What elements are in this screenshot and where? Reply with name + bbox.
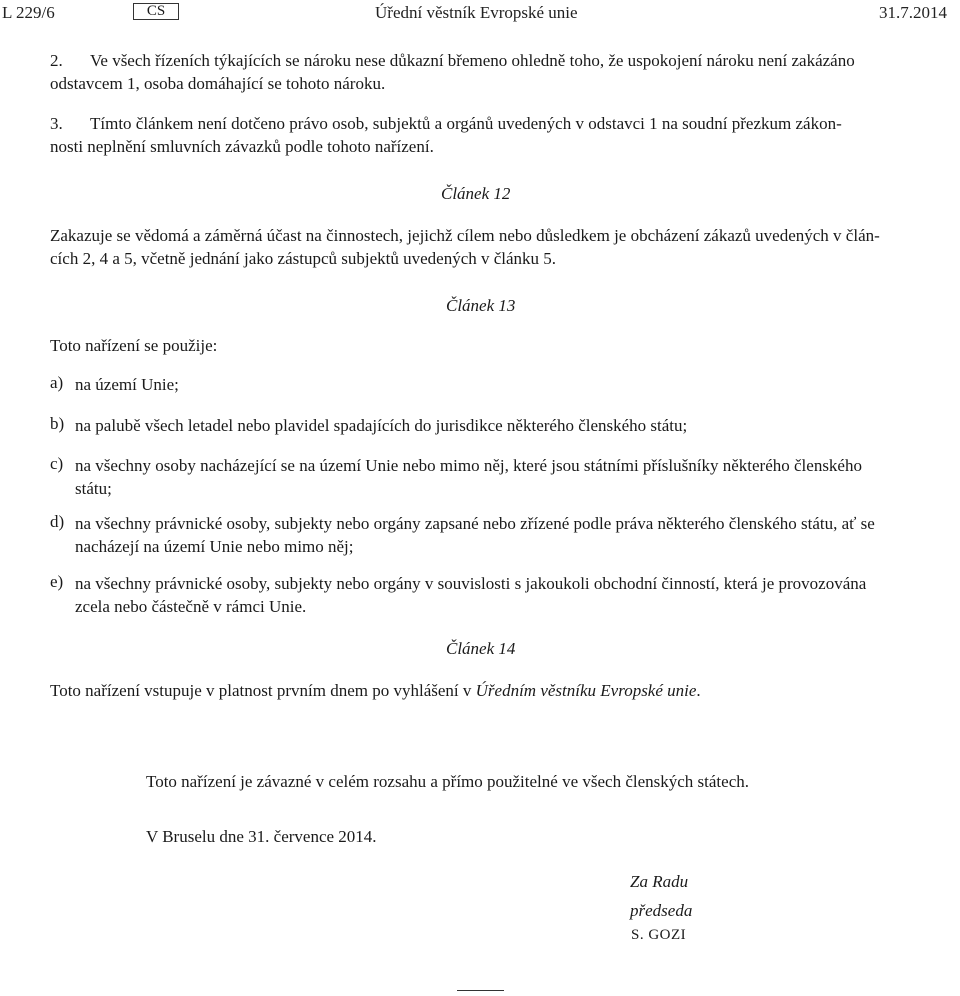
- item-b-letter: b): [50, 414, 65, 433]
- item-d-line-2: nacházejí na území Unie nebo mimo něj;: [75, 537, 354, 556]
- item-e-line-1: na všechny právnické osoby, subjekty nebo orgány v souvislosti s jakoukoli obchodní činností, která je provozována: [75, 574, 867, 593]
- footer-separator: [457, 990, 504, 991]
- paragraph-3-line-2: nosti neplnění smluvních závazků podle tohoto nařízení.: [50, 137, 434, 156]
- paragraph-2-line-2: odstavcem 1, osoba domáhající se tohoto nároku.: [50, 74, 386, 93]
- paragraph-2-number: 2.: [50, 51, 63, 70]
- signatory-role: předseda: [630, 901, 693, 920]
- article-12-heading: Článek 12: [441, 184, 511, 203]
- article-13-intro: Toto nařízení se použije:: [50, 336, 218, 355]
- article-12-line-2: cích 2, 4 a 5, včetně jednání jako zástupců subjektů uvedených v článku 5.: [50, 249, 557, 268]
- item-b-text: na palubě všech letadel nebo plavidel spadajících do jurisdikce některého členského státu;: [75, 416, 688, 435]
- item-e-line-2: zcela nebo částečně v rámci Unie.: [75, 597, 307, 616]
- paragraph-2-line-1: Ve všech řízeních týkajících se nároku nese důkazní břemeno ohledně toho, že uspokojení nároku není zakázáno: [90, 51, 855, 70]
- paragraph-3-number: 3.: [50, 114, 63, 133]
- article-13-heading: Článek 13: [446, 296, 516, 315]
- item-d-line-1: na všechny právnické osoby, subjekty nebo orgány zapsané nebo zřízené podle práva některého členského státu, ať se: [75, 514, 875, 533]
- item-c-line-1: na všechny osoby nacházející se na území Unie nebo mimo něj, které jsou státními příslušníky některého členského: [75, 456, 862, 475]
- article-12-line-1: Zakazuje se vědomá a záměrná účast na činnostech, jejichž cílem nebo důsledkem je obcházení zákazů uvedených v člán-: [50, 226, 880, 245]
- paragraph-3-line-1: Tímto článkem není dotčeno právo osob, subjektů a orgánů uvedených v odstavci 1 na soudní přezkum zákon-: [90, 114, 842, 133]
- article-14-text: [50, 679, 701, 703]
- item-c-line-2: státu;: [75, 479, 112, 498]
- article-14-text-end: .: [696, 681, 701, 700]
- journal-reference: Úředním věstníku Evropské unie: [475, 681, 697, 700]
- item-a-text: na území Unie;: [75, 375, 179, 394]
- article-14-heading: Článek 14: [446, 639, 516, 658]
- language-code-box: CS: [133, 3, 179, 20]
- binding-statement: Toto nařízení je závazné v celém rozsahu a přímo použitelné ve všech členských státech.: [146, 772, 749, 791]
- publication-date: 31.7.2014: [879, 3, 947, 22]
- journal-title: Úřední věstník Evropské unie: [375, 3, 578, 22]
- article-14-text-start: Toto nařízení vstupuje v platnost prvním dnem po vyhlášení v: [50, 681, 476, 700]
- place-and-date: V Bruselu dne 31. července 2014.: [146, 827, 377, 846]
- page-reference: L 229/6: [2, 3, 55, 22]
- item-d-letter: d): [50, 512, 65, 531]
- item-e-letter: e): [50, 572, 64, 591]
- item-c-letter: c): [50, 454, 64, 473]
- signatory-name: S. GOZI: [631, 927, 687, 943]
- item-a-letter: a): [50, 373, 64, 392]
- signatory-for: Za Radu: [630, 872, 689, 891]
